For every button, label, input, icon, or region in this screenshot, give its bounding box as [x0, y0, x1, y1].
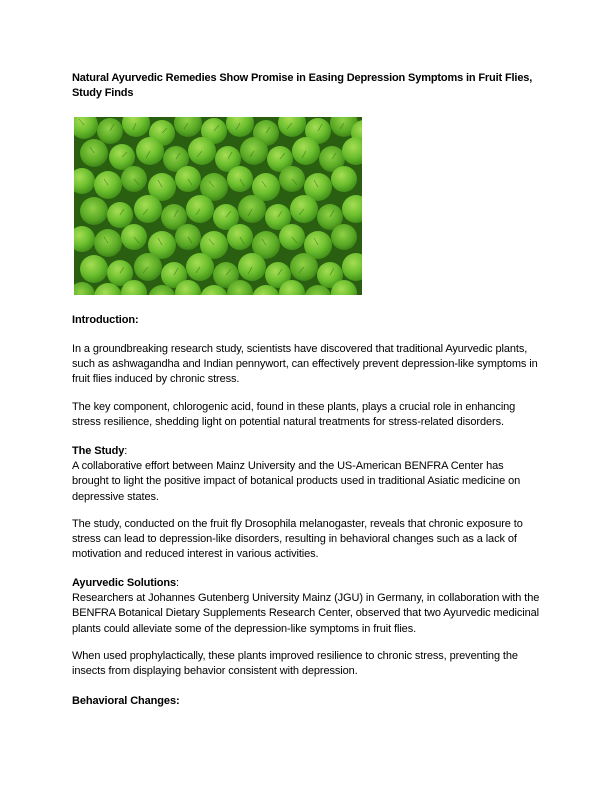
paragraph: When used prophylactically, these plants improved resilience to chronic stress, preventing the insects from displaying behavior consistent with depression.: [72, 650, 518, 678]
paragraph: The study, conducted on the fruit fly Drosophila melanogaster, reveals that chronic exposure to stress can lead to depression-like disorders, resulting in behavioral changes such as a lack of motivation and reduced interest in various activities.: [72, 518, 523, 561]
photo-icon: [74, 117, 362, 295]
pennywort-leaves-photo: [74, 117, 362, 295]
section-heading: Behavioral Changes:: [72, 695, 180, 707]
heading-colon: :: [176, 577, 180, 589]
section-heading: Introduction:: [72, 314, 139, 326]
paragraph: Researchers at Johannes Gutenberg University Mainz (JGU) in Germany, in collaboration with the BENFRA Botanical Dietary Supplements Research Center, observed that two Ayurvedic medicinal plants could alleviate some of the depression-like symptoms in fruit flies.: [72, 592, 540, 635]
article-title: Natural Ayurvedic Remedies Show Promise in Easing Depression Symptoms in Fruit Flies, Study Finds: [72, 72, 533, 99]
intro-paragraph-2: [72, 400, 542, 430]
solutions-paragraph-2: [72, 649, 542, 679]
intro-paragraph-1: [72, 342, 542, 388]
paragraph: A collaborative effort between Mainz University and the US-American BENFRA Center has brought to light the positive impact of botanical products used in traditional Asiatic medicine on depressive states.: [72, 460, 521, 503]
section-heading: Ayurvedic Solutions: [72, 577, 177, 589]
section-introduction: [72, 313, 542, 328]
study-paragraph-2: [72, 517, 542, 563]
section-ayurvedic-solutions: [72, 576, 542, 637]
paragraph: In a groundbreaking research study, scientists have discovered that traditional Ayurvedic plants, such as ashwagandha and Indian pennywort, can effectively prevent depression-like symptoms in fruit flies induced by chronic stress.: [72, 343, 538, 386]
paragraph: The key component, chlorogenic acid, found in these plants, plays a crucial role in enhancing stress resilience, shedding light on potential natural treatments for stress-related disorders.: [72, 401, 516, 429]
section-heading: The Study: [72, 445, 125, 457]
heading-colon: :: [124, 445, 128, 457]
section-behavioral-changes: [72, 694, 542, 709]
section-the-study: [72, 444, 542, 505]
